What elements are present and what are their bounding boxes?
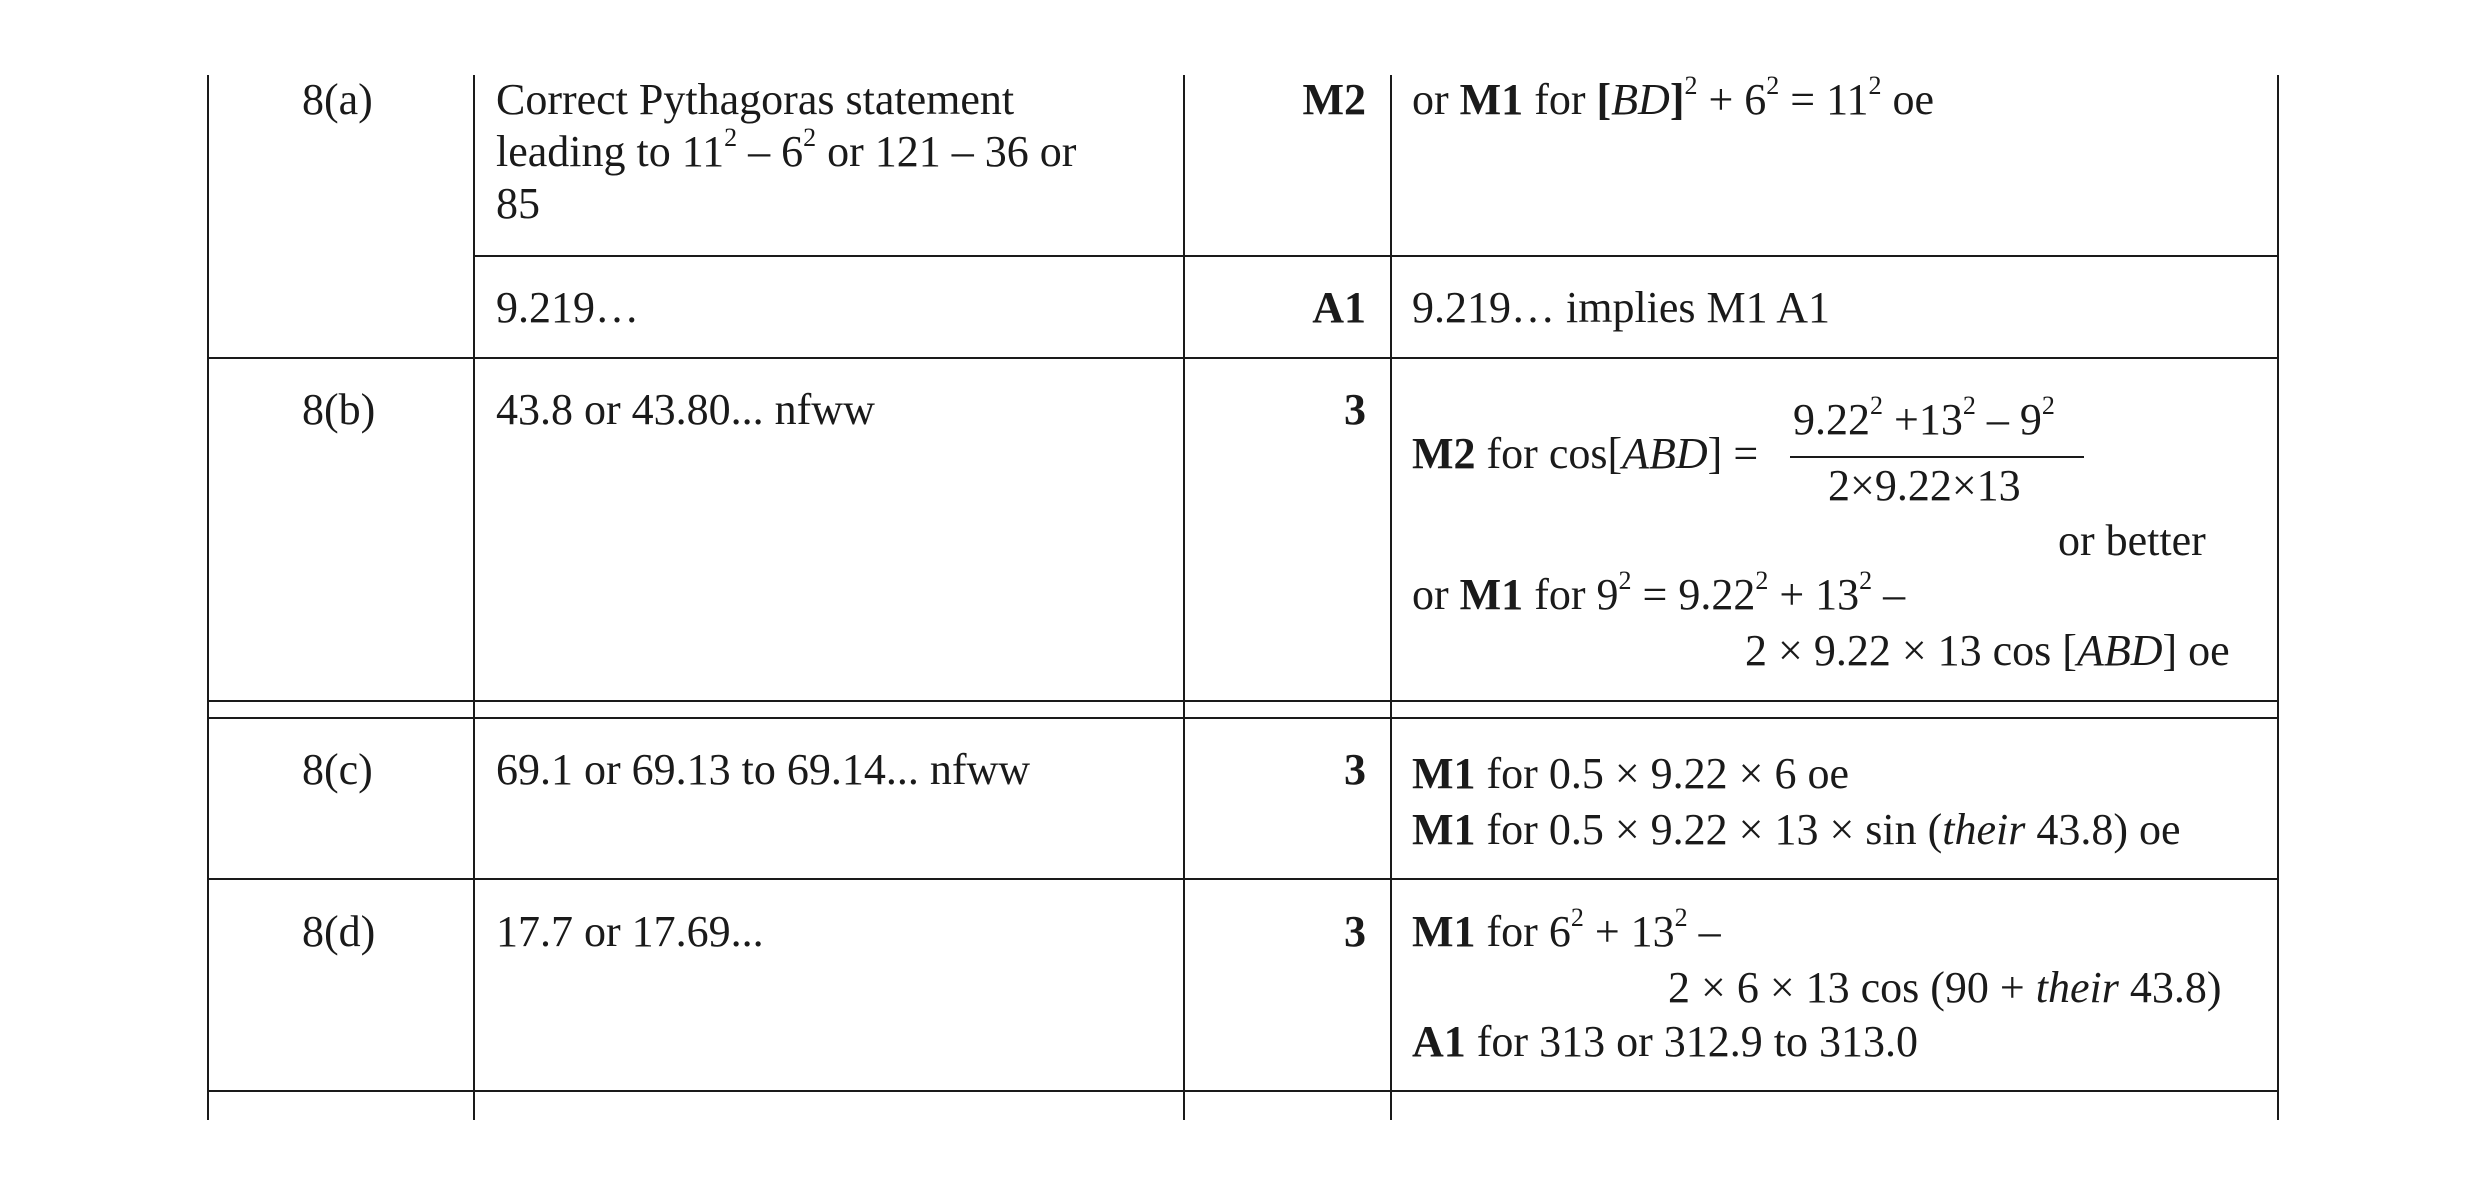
question-number: 8(b) (302, 385, 376, 434)
guidance-text: M1 for 0.5 × 9.22 × 13 × sin (their 43.8) oe (1412, 805, 2181, 854)
guidance-text: 2 × 6 × 13 cos (90 + their 43.8) (1668, 963, 2222, 1012)
col-divider-question (473, 75, 475, 1120)
guidance-text: 9.219… implies M1 A1 (1412, 283, 1831, 332)
answer-text: 9.219… (496, 283, 639, 332)
fraction-denominator: 2×9.22×13 (1828, 461, 2021, 510)
mark-code: 3 (1344, 385, 1366, 434)
fraction-bar (1790, 456, 2084, 458)
mark-code: 3 (1344, 745, 1366, 794)
col-divider-mark (1390, 75, 1392, 1120)
answer-text: 85 (496, 179, 540, 228)
guidance-text: 2 × 9.22 × 13 cos [ABD] oe (1745, 626, 2230, 675)
row-divider-8a-8b (207, 357, 2279, 359)
guidance-text: or M1 for $[BD]^2 + 6^2 = 11^2$ oe (1412, 71, 1935, 124)
col-divider-answer (1183, 75, 1185, 1120)
answer-text: leading to $11^2 - 6^2$ or 121 – 36 or (496, 123, 1077, 176)
answer-text: Correct Pythagoras statement (496, 75, 1015, 124)
question-number: 8(a) (302, 75, 373, 124)
guidance-text: M1 for 0.5 × 9.22 × 6 oe (1412, 749, 1849, 798)
row-divider-8b-8c-top (207, 700, 2279, 702)
answer-text: 69.1 or 69.13 to 69.14... nfww (496, 745, 1031, 794)
guidance-text: M1 for $6^2 + 13^2$ – (1412, 903, 1721, 956)
guidance-text: or M1 for $9^2 = 9.22^2 + 13^2$ – (1412, 566, 1906, 619)
row-divider-8b-8c-bottom (207, 717, 2279, 719)
answer-text: 17.7 or 17.69... (496, 907, 764, 956)
col-divider-right (2277, 75, 2279, 1120)
col-divider-left (207, 75, 209, 1120)
mark-code: M2 (1302, 75, 1366, 124)
fraction-numerator: $9.22^2 +13^2 - 9^2$ (1793, 391, 2055, 444)
mark-code: A1 (1312, 283, 1366, 332)
guidance-text: A1 for 313 or 312.9 to 313.0 (1412, 1017, 1918, 1066)
row-divider-8d-end (207, 1090, 2279, 1092)
guidance-text: M2 for cos[ABD] = (1412, 429, 1759, 478)
mark-code: 3 (1344, 907, 1366, 956)
row-divider-8a-inner (473, 255, 2279, 257)
row-divider-8c-8d (207, 878, 2279, 880)
question-number: 8(d) (302, 907, 376, 956)
guidance-text: or better (2058, 516, 2206, 565)
answer-text: 43.8 or 43.80... nfww (496, 385, 875, 434)
question-number: 8(c) (302, 745, 373, 794)
